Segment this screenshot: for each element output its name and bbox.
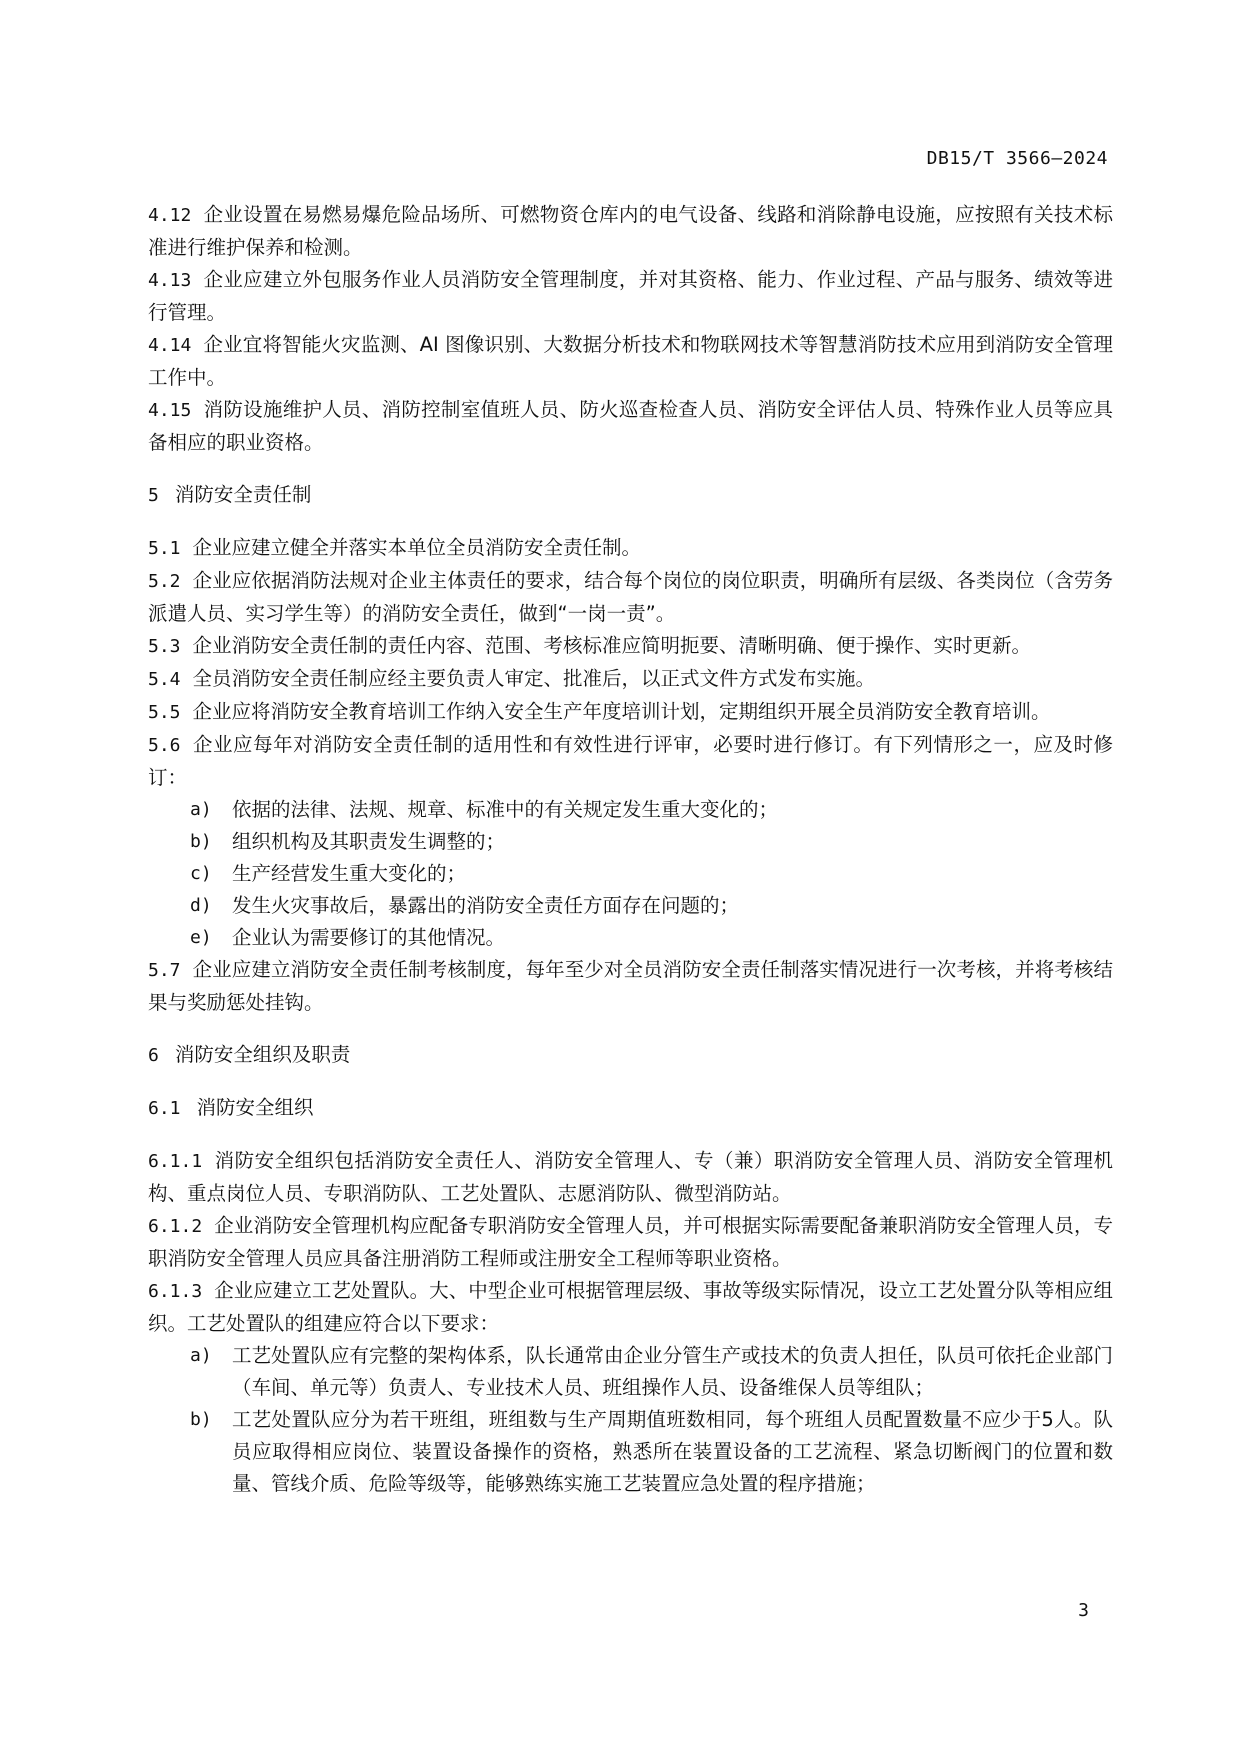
list-item (190, 858, 1113, 890)
section-number: 5 (148, 485, 159, 506)
clause-number: 4.13 (148, 270, 192, 291)
clause-number: 6.1.3 (148, 1281, 203, 1302)
clause-5-6 (148, 729, 1113, 794)
clause-text: 消防安全组织包括消防安全责任人、消防安全管理人、专（兼）职消防安全管理人员、消防安全管理机构、重点岗位人员、专职消防队、工艺处置队、志愿消防队、微型消防站。 (148, 1149, 1113, 1205)
list-item (190, 826, 1113, 858)
clause-text: 企业应建立外包服务作业人员消防安全管理制度，并对其资格、能力、作业过程、产品与服务、绩效等进行管理。 (148, 268, 1113, 324)
list-text: 发生火灾事故后，暴露出的消防安全责任方面存在问题的； (232, 894, 740, 917)
list-text: 工艺处置队应有完整的架构体系，队长通常由企业分管生产或技术的负责人担任，队员可依托企业部门（车间、单元等）负责人、专业技术人员、班组操作人员、设备维保人员等组队； (232, 1344, 1113, 1399)
clause-text: 企业消防安全责任制的责任内容、范围、考核标准应简明扼要、清晰明确、便于操作、实时更新。 (192, 634, 1032, 657)
list-marker: a) (190, 1345, 212, 1366)
clause-number: 4.14 (148, 335, 192, 356)
clause-text: 企业宜将智能火灾监测、AI 图像识别、大数据分析技术和物联网技术等智慧消防技术应用到消防安全管理工作中。 (148, 333, 1113, 389)
list-item (190, 1340, 1113, 1404)
clause-4-14 (148, 329, 1113, 394)
clause-text: 企业应依据消防法规对企业主体责任的要求，结合每个岗位的岗位职责，明确所有层级、各类岗位（含劳务派遣人员、实习学生等）的消防安全责任，做到“一岗一责”。 (148, 569, 1113, 625)
clause-text: 全员消防安全责任制应经主要负责人审定、批准后，以正式文件方式发布实施。 (192, 667, 876, 690)
section-number: 6 (148, 1045, 159, 1066)
list-text: 生产经营发生重大变化的； (232, 862, 467, 885)
section-title: 消防安全责任制 (174, 483, 312, 506)
clause-5-2 (148, 565, 1113, 630)
clause-number: 5.7 (148, 960, 181, 981)
clause-text: 消防设施维护人员、消防控制室值班人员、防火巡查检查人员、消防安全评估人员、特殊作业人员等应具备相应的职业资格。 (148, 398, 1113, 454)
clause-number: 5.5 (148, 702, 181, 723)
section-title: 消防安全组织及职责 (174, 1043, 351, 1066)
list-item (190, 922, 1113, 954)
clause-text: 企业设置在易燃易爆危险品场所、可燃物资仓库内的电气设备、线路和消除静电设施，应按照有关技术标准进行维护保养和检测。 (148, 203, 1113, 259)
clause-5-1 (148, 532, 1113, 565)
clause-text: 企业应每年对消防安全责任制的适用性和有效性进行评审，必要时进行修订。有下列情形之一，应及时修订： (148, 733, 1113, 789)
clause-5-7 (148, 954, 1113, 1019)
subsection-6-1-heading (148, 1092, 1113, 1125)
list-marker: a) (190, 799, 212, 820)
subsection-title: 消防安全组织 (196, 1096, 314, 1119)
list-item (190, 890, 1113, 922)
standard-code: DB15/T 3566—2024 (926, 148, 1108, 169)
clause-6-1-3 (148, 1275, 1113, 1340)
clause-number: 4.15 (148, 400, 192, 421)
clause-number: 4.12 (148, 205, 192, 226)
list-item (190, 1404, 1113, 1500)
clause-number: 6.1.2 (148, 1216, 203, 1237)
clause-5-5 (148, 696, 1113, 729)
clause-5-3 (148, 630, 1113, 663)
clause-text: 企业应将消防安全教育培训工作纳入安全生产年度培训计划，定期组织开展全员消防安全教育培训。 (192, 700, 1051, 723)
section-6-heading (148, 1039, 1113, 1072)
subsection-number: 6.1 (148, 1098, 181, 1119)
list-marker: e) (190, 927, 212, 948)
clause-4-13 (148, 264, 1113, 329)
list-text: 依据的法律、法规、规章、标准中的有关规定发生重大变化的； (232, 798, 779, 821)
list-text: 组织机构及其职责发生调整的； (232, 830, 506, 853)
clause-number: 5.1 (148, 538, 181, 559)
document-body (148, 199, 1113, 1500)
clause-text: 企业应建立健全并落实本单位全员消防安全责任制。 (192, 536, 642, 559)
list-marker: b) (190, 1409, 212, 1430)
clause-text: 企业消防安全管理机构应配备专职消防安全管理人员，并可根据实际需要配备兼职消防安全管理人员，专职消防安全管理人员应具备注册消防工程师或注册安全工程师等职业资格。 (148, 1214, 1113, 1270)
list-item (190, 794, 1113, 826)
clause-text: 企业应建立消防安全责任制考核制度，每年至少对全员消防安全责任制落实情况进行一次考核，并将考核结果与奖励惩处挂钩。 (148, 958, 1113, 1014)
section-5-heading (148, 479, 1113, 512)
clause-4-12 (148, 199, 1113, 264)
list-marker: b) (190, 831, 212, 852)
list-marker: c) (190, 863, 212, 884)
clause-number: 5.3 (148, 636, 181, 657)
list-marker: d) (190, 895, 212, 916)
page-number: 3 (1078, 1600, 1089, 1621)
clause-text: 企业应建立工艺处置队。大、中型企业可根据管理层级、事故等级实际情况，设立工艺处置分队等相应组织。工艺处置队的组建应符合以下要求： (148, 1279, 1113, 1335)
clause-number: 5.4 (148, 669, 181, 690)
list-text: 工艺处置队应分为若干班组，班组数与生产周期值班数相同，每个班组人员配置数量不应少于5人。队员应取得相应岗位、装置设备操作的资格，熟悉所在装置设备的工艺流程、紧急切断阀门的位置和数量、管线介质、危险等级等，能够熟练实施工艺装置应急处置的程序措施； (232, 1408, 1113, 1495)
clause-number: 6.1.1 (148, 1151, 203, 1172)
list-text: 企业认为需要修订的其他情况。 (232, 926, 506, 949)
clause-number: 5.6 (148, 735, 181, 756)
clause-number: 5.2 (148, 571, 181, 592)
clause-4-15 (148, 394, 1113, 459)
clause-5-4 (148, 663, 1113, 696)
clause-6-1-1 (148, 1145, 1113, 1210)
clause-6-1-2 (148, 1210, 1113, 1275)
